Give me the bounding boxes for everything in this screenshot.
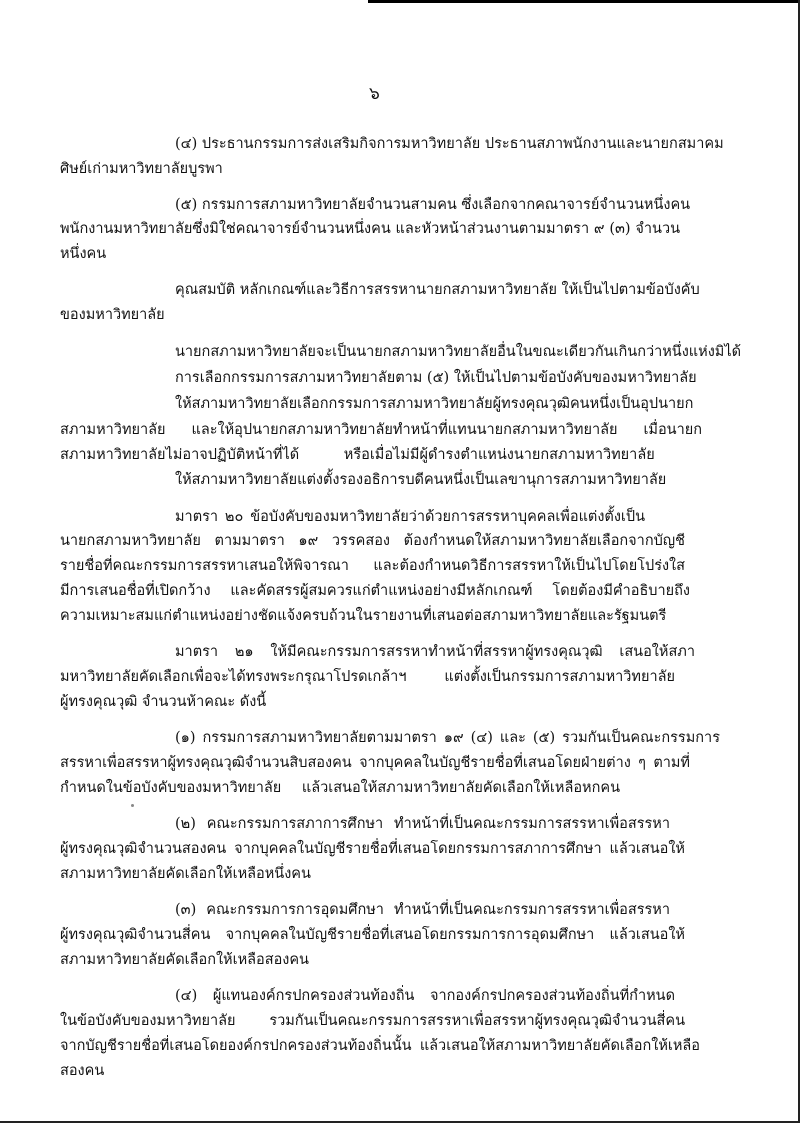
document-line: มหาวิทยาลัยคัดเลือกเพื่อจะได้ทรงพระกรุณาโปรดเกล้าฯ แต่งตั้งเป็นกรรมการสภามหาวิทยาลัย bbox=[60, 669, 675, 685]
document-line: สภามหาวิทยาลัยคัดเลือกให้เหลือสองคน bbox=[60, 952, 309, 968]
document-line: จากบัญชีรายชื่อที่เสนอโดยองค์กรปกครองส่วนท้องถิ่นนั้น แล้วเสนอให้สภามหาวิทยาลัยคัดเลือกให้เหลือ bbox=[60, 1038, 700, 1054]
page-number: ๖ bbox=[369, 84, 380, 104]
document-line: (๔) ประธานกรรมการส่งเสริมกิจการมหาวิทยาลัย ประธานสภาพนักงานและนายกสมาคม bbox=[175, 136, 724, 152]
document-line: สรรหาเพื่อสรรหาผู้ทรงคุณวุฒิจำนวนสิบสองคน จากบุคคลในบัญชีรายชื่อที่เสนอโดยฝ่ายต่าง ๆ ตามที่ bbox=[60, 755, 690, 771]
document-line: นายกสภามหาวิทยาลัยจะเป็นนายกสภามหาวิทยาลัยอื่นในขณะเดียวกันเกินกว่าหนึ่งแห่งมิได้ bbox=[175, 344, 742, 360]
document-line: ให้สภามหาวิทยาลัยเลือกกรรมการสภามหาวิทยาลัยผู้ทรงคุณวุฒิคนหนึ่งเป็นอุปนายก bbox=[175, 396, 694, 412]
document-line: สภามหาวิทยาลัยคัดเลือกให้เหลือหนึ่งคน bbox=[60, 866, 311, 882]
document-line: รายชื่อที่คณะกรรมการสรรหาเสนอให้พิจารณา และต้องกำหนดวิธีการสรรหาให้เป็นไปโดยโปร่งใส bbox=[60, 558, 685, 574]
document-line: (๔) ผู้แทนองค์กรปกครองส่วนท้องถิ่น จากองค์กรปกครองส่วนท้องถิ่นที่กำหนด bbox=[175, 988, 675, 1004]
document-line: การเลือกกรรมการสภามหาวิทยาลัยตาม (๕) ให้เป็นไปตามข้อบังคับของมหาวิทยาลัย bbox=[175, 370, 697, 386]
document-line: ผู้ทรงคุณวุฒิจำนวนสองคน จากบุคคลในบัญชีรายชื่อที่เสนอโดยกรรมการสภาการศึกษา แล้วเสนอให้ bbox=[60, 841, 685, 857]
document-line: พนักงานมหาวิทยาลัยซึ่งมิใช่คณาจารย์จำนวนหนึ่งคน และหัวหน้าส่วนงานตามมาตรา ๙ (๓) จำนวน bbox=[60, 221, 680, 237]
document-line: มาตรา ๒๑ ให้มีคณะกรรมการสรรหาทำหน้าที่สรรหาผู้ทรงคุณวุฒิ เสนอให้สภา bbox=[175, 644, 695, 660]
document-line: กำหนดในข้อบังคับของมหาวิทยาลัย แล้วเสนอให้สภามหาวิทยาลัยคัดเลือกให้เหลือหกคน bbox=[60, 780, 620, 796]
document-line: คุณสมบัติ หลักเกณฑ์และวิธีการสรรหานายกสภามหาวิทยาลัย ให้เป็นไปตามข้อบังคับ bbox=[175, 282, 700, 298]
document-line: มีการเสนอชื่อที่เปิดกว้าง และคัดสรรผู้สมควรแก่ตำแหน่งอย่างมีหลักเกณฑ์ โดยต้องมีคำอธิบายถึง bbox=[60, 583, 690, 599]
document-line: หนึ่งคน bbox=[60, 246, 107, 262]
document-line: (๑) กรรมการสภามหาวิทยาลัยตามมาตรา ๑๙ (๔) และ (๕) รวมกันเป็นคณะกรรมการ bbox=[175, 730, 720, 746]
document-line: ในข้อบังคับของมหาวิทยาลัย รวมกันเป็นคณะกรรมการสรรหาเพื่อสรรหาผู้ทรงคุณวุฒิจำนวนสี่คน bbox=[60, 1013, 685, 1029]
scan-top-border bbox=[368, 0, 800, 3]
document-line: ของมหาวิทยาลัย bbox=[60, 307, 165, 323]
document-line: นายกสภามหาวิทยาลัย ตามมาตรา ๑๙ วรรคสอง ต้องกำหนดให้สภามหาวิทยาลัยเลือกจากบัญชี bbox=[60, 533, 685, 549]
document-line: สภามหาวิทยาลัยไม่อาจปฏิบัติหน้าที่ได้ หรือเมื่อไม่มีผู้ดำรงตำแหน่งนายกสภามหาวิทยาลัย bbox=[60, 447, 655, 463]
document-line: ความเหมาะสมแก่ตำแหน่งอย่างชัดแจ้งครบถ้วนในรายงานที่เสนอต่อสภามหาวิทยาลัยและรัฐมนตรี bbox=[60, 608, 667, 624]
document-line: (๓) คณะกรรมการการอุดมศึกษา ทำหน้าที่เป็นคณะกรรมการสรรหาเพื่อสรรหา bbox=[175, 902, 670, 918]
document-line: (๒) คณะกรรมการสภาการศึกษา ทำหน้าที่เป็นคณะกรรมการสรรหาเพื่อสรรหา bbox=[175, 816, 670, 832]
document-line: (๕) กรรมการสภามหาวิทยาลัยจำนวนสามคน ซึ่งเลือกจากคณาจารย์จำนวนหนึ่งคน bbox=[175, 197, 691, 213]
document-line: ผู้ทรงคุณวุฒิจำนวนสี่คน จากบุคคลในบัญชีรายชื่อที่เสนอโดยกรรมการการอุดมศึกษา แล้วเสนอให้ bbox=[60, 927, 685, 943]
document-line: ให้สภามหาวิทยาลัยแต่งตั้งรองอธิการบดีคนหนึ่งเป็นเลขานุการสภามหาวิทยาลัย bbox=[175, 472, 667, 488]
document-line: ผู้ทรงคุณวุฒิ จำนวนห้าคณะ ดังนี้ bbox=[60, 694, 267, 710]
document-line: ศิษย์เก่ามหาวิทยาลัยบูรพา bbox=[60, 161, 223, 177]
document-line: สองคน bbox=[60, 1063, 105, 1079]
document-line: สภามหาวิทยาลัย และให้อุปนายกสภามหาวิทยาลัยทำหน้าที่แทนนายกสภามหาวิทยาลัย เมื่อนายก bbox=[60, 422, 702, 438]
scan-speck bbox=[131, 804, 134, 807]
document-line: มาตรา ๒๐ ข้อบังคับของมหาวิทยาลัยว่าด้วยการสรรหาบุคคลเพื่อแต่งตั้งเป็น bbox=[175, 509, 645, 525]
